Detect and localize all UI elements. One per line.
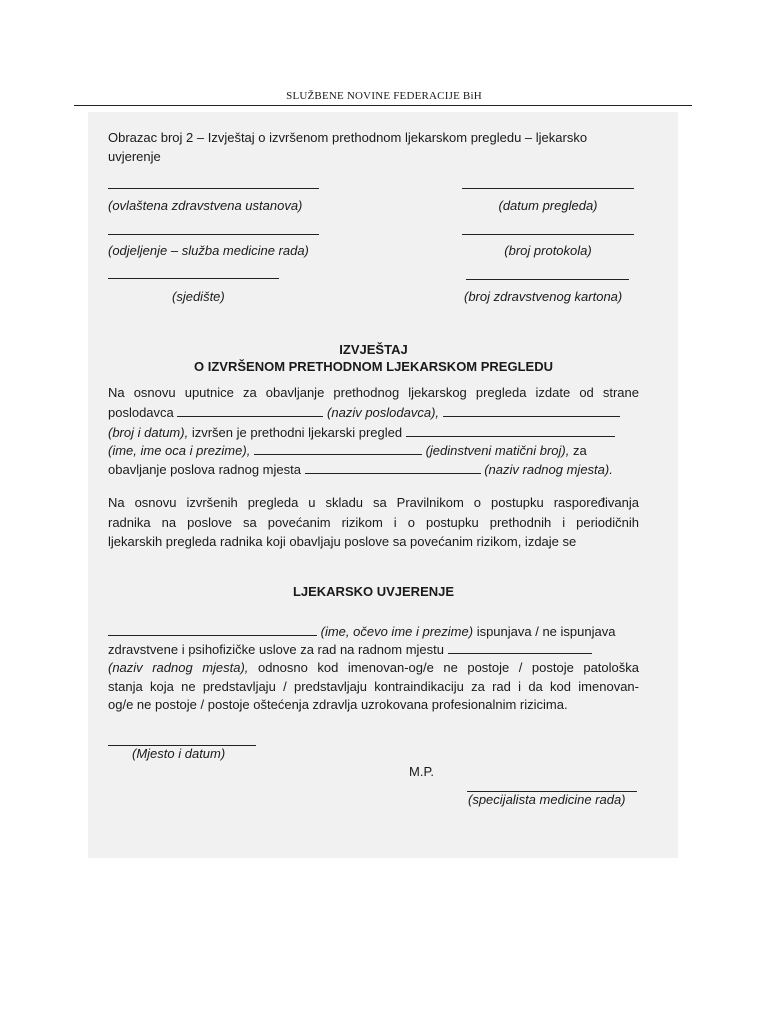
p2-line2: radnika na poslove sa povećanim rizikom i o postupku prethodnih i periodičnih	[108, 515, 639, 530]
jmbg-blank[interactable]	[254, 442, 422, 455]
cert-line2: zdravstvene i psihofizičke uslove za rad na radnom mjestu	[108, 641, 639, 659]
specialist-caption: (specijalista medicine rada)	[468, 792, 626, 807]
form-title-line2: uvjerenje	[108, 149, 161, 164]
cert-name-blank[interactable]	[108, 623, 317, 636]
cert-line4: stanja koja ne predstavljaju / predstavljaju kontraindikaciju za rad i da kod imenovan-	[108, 679, 639, 694]
form-title	[108, 128, 648, 166]
p1-line3: (broj i datum), izvršen je prethodni ljekarski pregled	[108, 424, 639, 442]
seat-caption: (sjedište)	[172, 289, 225, 304]
referral-blank[interactable]	[443, 404, 620, 417]
p2-line1: Na osnovu izvršenih pregleda u skladu sa Pravilnikom o postupku raspoređivanja	[108, 495, 639, 510]
report-heading	[108, 341, 639, 375]
p2-line3: ljekarskih pregleda radnika koji obavljaju poslove sa povećanim rizikom, izdaje se	[108, 534, 577, 549]
worker-name-blank[interactable]	[406, 424, 615, 437]
exam-date-line[interactable]	[462, 188, 634, 189]
p1-line2: poslodavca (naziv poslodavca),	[108, 404, 639, 422]
department-line[interactable]	[108, 234, 319, 235]
p1-line4: (ime, ime oca i prezime), (jedinstveni matični broj), za	[108, 443, 587, 458]
report-heading-line2: O IZVRŠENOM PRETHODNOM LJEKARSKOM PREGLEDU	[194, 359, 553, 374]
department-caption: (odjeljenje – služba medicine rada)	[108, 243, 309, 258]
header-rule	[74, 105, 692, 106]
protocol-caption: (broj protokola)	[504, 243, 592, 258]
exam-date-caption: (datum pregleda)	[498, 198, 598, 213]
workplace-blank[interactable]	[305, 461, 481, 474]
institution-caption: (ovlaštena zdravstvena ustanova)	[108, 198, 303, 213]
p1-line1: Na osnovu uputnice za obavljanje prethodnog ljekarskog pregleda izdate od strane	[108, 385, 639, 400]
certificate-heading: LJEKARSKO UVJERENJE	[292, 584, 455, 599]
protocol-line[interactable]	[462, 234, 634, 235]
institution-line[interactable]	[108, 188, 319, 189]
gazette-header: SLUŽBENE NOVINE FEDERACIJE BiH	[286, 90, 482, 102]
cert-line3: (naziv radnog mjesta), odnosno kod imenovan-og/e ne postoje / postoje patološka	[108, 660, 639, 675]
health-card-line[interactable]	[466, 279, 629, 280]
place-date-caption: (Mjesto i datum)	[132, 746, 226, 761]
p1-line5: obavljanje poslova radnog mjesta (naziv radnog mjesta).	[108, 462, 613, 477]
cert-workplace-blank[interactable]	[448, 641, 592, 654]
employer-blank[interactable]	[177, 404, 323, 417]
cert-line5: og/e ne postoje / postoje oštećenja zdravlja uzrokovana profesionalnim rizicima.	[108, 697, 568, 712]
health-card-caption: (broj zdravstvenog kartona)	[464, 289, 623, 304]
cert-line1: (ime, očevo ime i prezime) ispunjava / ne ispunjava	[108, 623, 639, 641]
form-title-line1: Obrazac broj 2 – Izvještaj o izvršenom prethodnom ljekarskom pregledu – ljekarsko	[108, 130, 588, 145]
report-heading-line1: IZVJEŠTAJ	[339, 342, 408, 357]
seat-line[interactable]	[108, 278, 279, 279]
stamp-label: M.P.	[409, 764, 435, 779]
